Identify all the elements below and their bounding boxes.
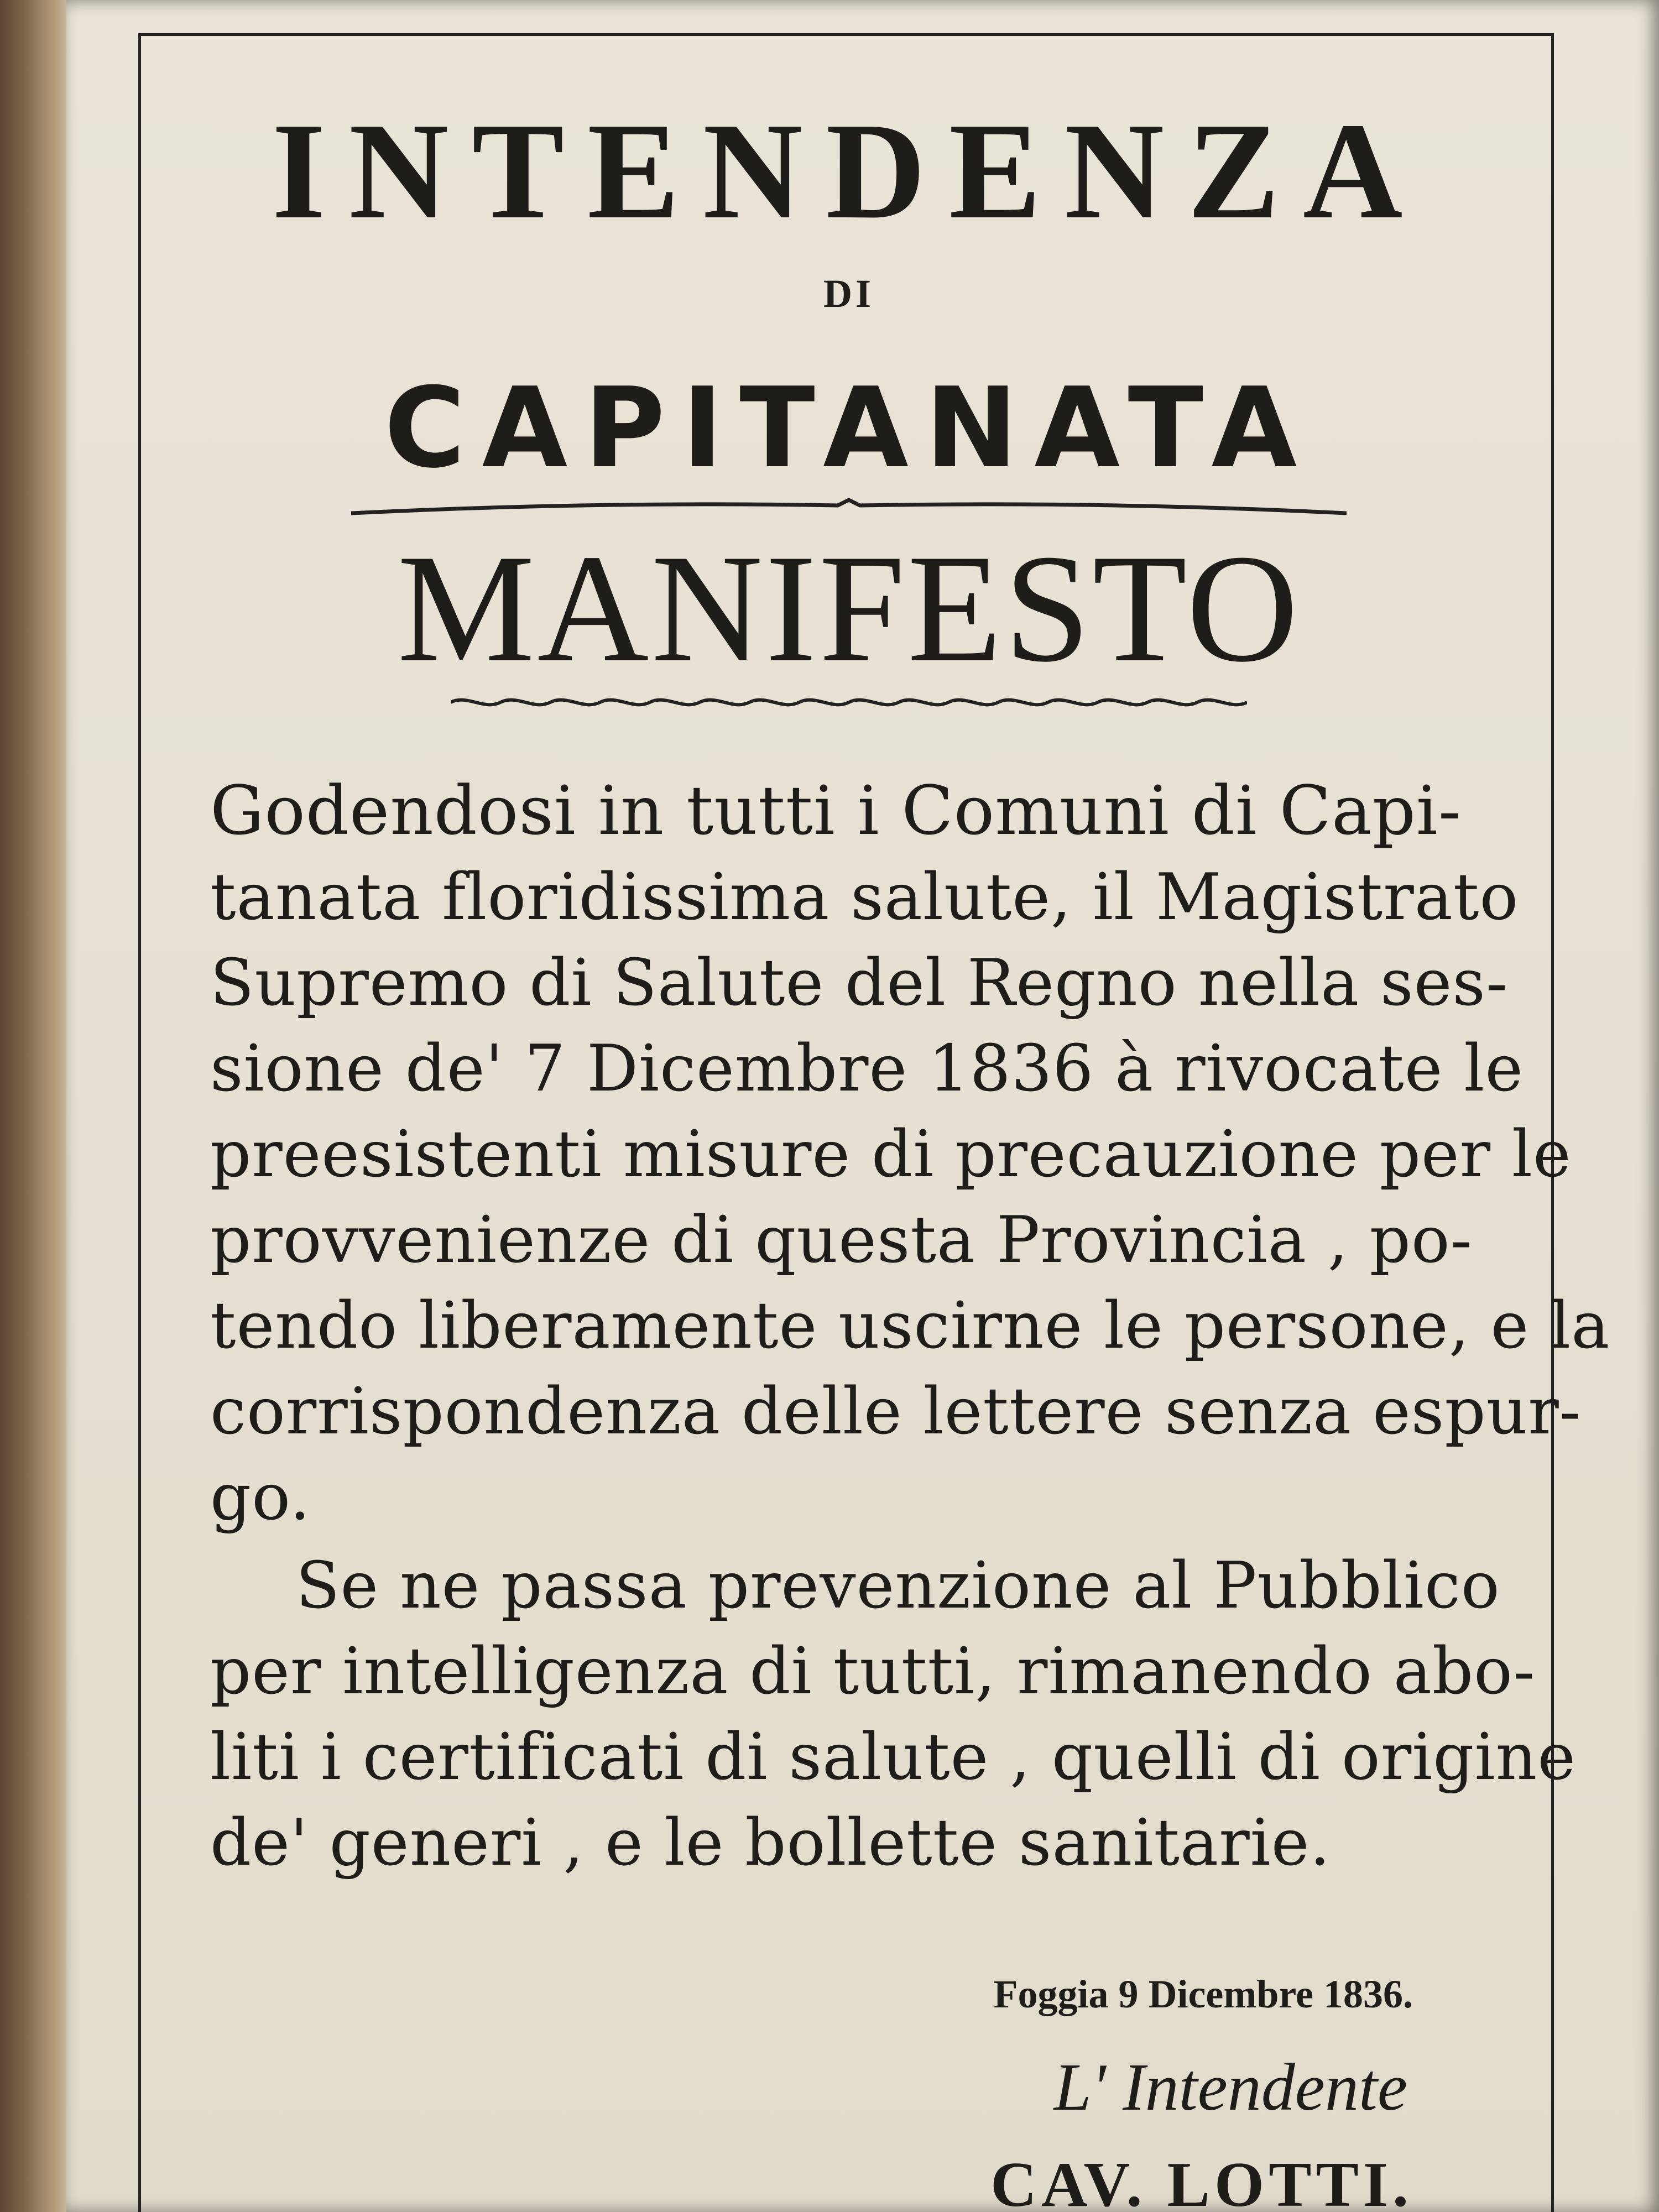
paragraph1-line: corrispondenza delle lettere senza espur- bbox=[210, 1374, 1582, 1449]
paragraph1-line: Supremo di Salute del Regno nella ses- bbox=[210, 946, 1509, 1020]
heading-di: DI bbox=[823, 272, 874, 316]
paragraph2-line: per intelligenza di tutti, rimanendo abo- bbox=[210, 1634, 1536, 1709]
paragraph1-line: tanata floridissima salute, il Magistrato bbox=[210, 860, 1519, 935]
paragraph2-line: Se ne passa prevenzione al Pubblico bbox=[296, 1548, 1500, 1623]
dateline: Foggia 9 Dicembre 1836. bbox=[993, 1972, 1413, 2016]
page-border bbox=[138, 33, 1610, 2212]
heading-capitanata: CAPITANATA bbox=[384, 364, 1314, 493]
heading-manifesto: MANIFESTO bbox=[397, 522, 1301, 694]
heading-intendenza: INTENDENZA bbox=[272, 95, 1426, 248]
paragraph1-line: tendo liberamente uscirne le persone, e la bbox=[210, 1288, 1610, 1363]
paragraph2-line: de' generi , e le bollette sanitarie. bbox=[210, 1806, 1331, 1880]
paragraph2-line: liti i certificati di salute , quelli di origine bbox=[210, 1720, 1577, 1794]
ornamental-rule-wavy bbox=[451, 691, 1247, 713]
signatory-title: L' Intendente bbox=[1053, 2050, 1407, 2125]
paragraph1-line: provvenienze di questa Provincia , po- bbox=[210, 1203, 1473, 1277]
ornamental-rule-top bbox=[351, 498, 1347, 520]
printed-page bbox=[66, 0, 1659, 2212]
paragraph1-line: sione de' 7 Dicembre 1836 à rivocate le bbox=[210, 1031, 1524, 1106]
paragraph1-line: preesistenti misure di precauzione per le bbox=[210, 1117, 1572, 1192]
paragraph1-line: Godendosi in tutti i Comuni di Capi- bbox=[210, 771, 1462, 850]
paragraph1-line: go. bbox=[210, 1460, 311, 1535]
signatory-name: CAV. LOTTI. bbox=[990, 2150, 1413, 2212]
